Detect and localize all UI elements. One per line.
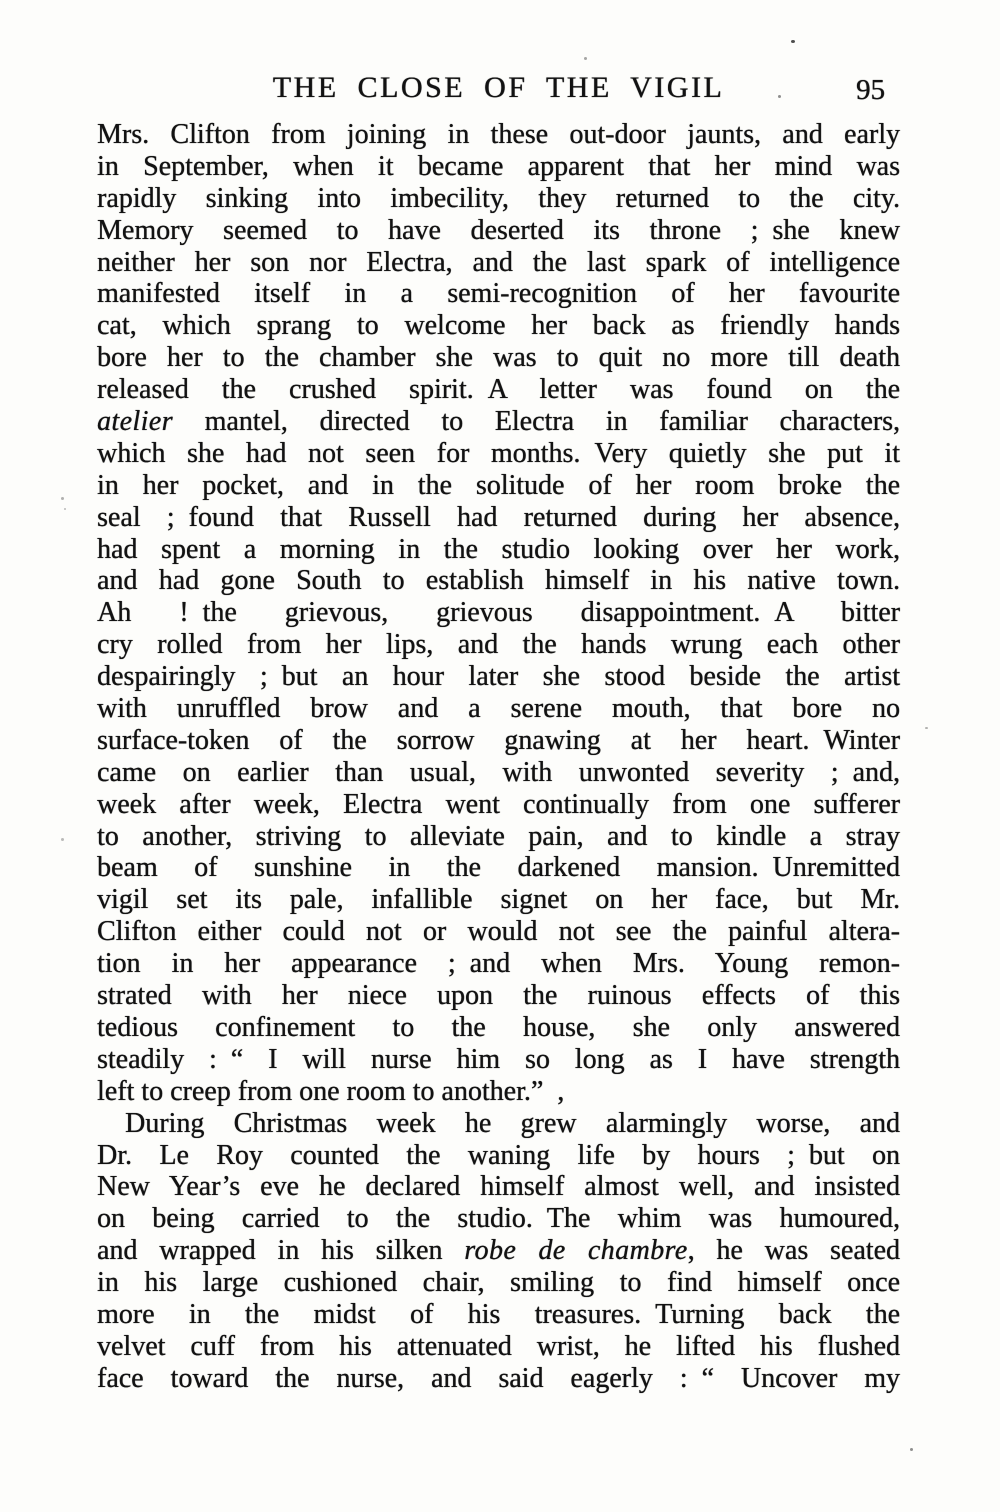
text-line <box>97 725 900 757</box>
text-run: in her pocket, and in the solitude of her room broke the <box>97 469 900 501</box>
text-line <box>97 1299 900 1331</box>
text-line <box>97 1076 900 1108</box>
text-run: , he was seated <box>687 1235 900 1267</box>
scan-speck <box>925 727 928 729</box>
text-line <box>97 119 900 151</box>
page-number: 95 <box>856 74 885 106</box>
text-run: Ah ! the grievous, grievous disappointment. A bitter <box>97 597 900 629</box>
text-line <box>97 597 900 629</box>
text-line <box>97 821 900 853</box>
text-line <box>97 534 900 566</box>
text-run: face toward the nurse, and said eagerly : “ Uncover my <box>97 1362 900 1394</box>
text-line <box>97 789 900 821</box>
text-run: on being carried to the studio. The whim was humoured, <box>97 1203 900 1235</box>
text-run: which she had not seen for months. Very quietly she put it <box>97 437 900 469</box>
text-run: beam of sunshine in the darkened mansion. Unremitted <box>97 852 900 884</box>
text-line <box>97 1012 900 1044</box>
text-line <box>97 406 900 438</box>
text-line <box>97 278 900 310</box>
text-run: had spent a morning in the studio looking over her work, <box>97 533 900 565</box>
text-run: tedious confinement to the house, she only answered <box>97 1011 900 1043</box>
text-run: surface-token of the sorrow gnawing at her heart. Winter <box>97 724 900 756</box>
text-run: came on earlier than usual, with unwonted severity ; and, <box>97 756 900 788</box>
text-line <box>97 852 900 884</box>
text-line <box>97 661 900 693</box>
text-run: more in the midst of his treasures. Turning back the <box>97 1298 900 1330</box>
text-run: strated with her niece upon the ruinous effects of this <box>97 980 900 1012</box>
text-line <box>97 342 900 374</box>
text-run: released the crushed spirit. A letter was found on the <box>97 374 900 406</box>
text-line <box>97 183 900 215</box>
text-run: manifested itself in a semi-recognition of her favourite <box>97 278 900 310</box>
text-line <box>97 884 900 916</box>
scan-speck <box>61 497 64 500</box>
text-run: During Christmas week he grew alarmingly worse, and <box>125 1107 900 1139</box>
scan-speck <box>61 838 64 841</box>
text-run: seal ; found that Russell had returned during her absence, <box>97 501 900 533</box>
text-line <box>97 247 900 279</box>
text-line <box>97 438 900 470</box>
text-run: week after week, Electra went continually from one sufferer <box>97 788 900 820</box>
text-run: and wrapped in his silken <box>97 1235 465 1267</box>
text-line <box>97 310 900 342</box>
text-run: tion in her appearance ; and when Mrs. Young remon- <box>97 948 900 980</box>
text-run: with unruffled brow and a serene mouth, that bore no <box>97 693 900 725</box>
text-run: Mrs. Clifton from joining in these out-door jaunts, and early <box>97 119 900 150</box>
italic-phrase: robe de chambre <box>464 1235 688 1267</box>
text-line <box>97 980 900 1012</box>
text-line <box>97 470 900 502</box>
scan-speck <box>910 1448 913 1451</box>
text-line <box>97 1108 900 1140</box>
text-run: mantel, directed to Electra in familiar characters, <box>172 406 900 438</box>
text-line <box>97 1363 900 1395</box>
scan-speck <box>64 508 66 510</box>
text-run: in his large cushioned chair, smiling to find himself once <box>97 1267 900 1299</box>
text-line <box>97 502 900 534</box>
italic-phrase: atelier <box>97 406 173 438</box>
text-line <box>97 693 900 725</box>
running-head-title: THE CLOSE OF THE VIGIL <box>272 71 725 104</box>
text-run: steadily : “ I will nurse him so long as I have strength <box>97 1043 900 1075</box>
text-line <box>97 916 900 948</box>
text-line <box>97 1171 900 1203</box>
text-block <box>97 119 900 1395</box>
text-line <box>97 1331 900 1363</box>
text-line <box>97 1140 900 1172</box>
text-run: cat, which sprang to welcome her back as friendly hands <box>97 310 900 342</box>
text-run: bore her to the chamber she was to quit no more till death <box>97 342 900 374</box>
text-line <box>97 1044 900 1076</box>
text-run: rapidly sinking into imbecility, they returned to the city. <box>97 182 900 214</box>
text-run: Memory seemed to have deserted its throne ; she knew <box>97 214 900 246</box>
text-run: cry rolled from her lips, and the hands wrung each other <box>97 629 900 661</box>
text-line <box>97 565 900 597</box>
text-run: neither her son nor Electra, and the last spark of intelligence <box>97 246 900 278</box>
text-run: Dr. Le Roy counted the waning life by hours ; but on <box>97 1139 900 1171</box>
text-line <box>97 948 900 980</box>
text-line <box>97 215 900 247</box>
text-run: in September, when it became apparent that her mind was <box>97 150 900 182</box>
text-run: New Year’s eve he declared himself almost well, and insisted <box>97 1171 900 1203</box>
text-line <box>97 151 900 183</box>
text-run: despairingly ; but an hour later she stood beside the artist <box>97 661 900 693</box>
scan-speck <box>778 95 781 98</box>
text-line <box>97 1267 900 1299</box>
text-line <box>97 629 900 661</box>
text-run: vigil set its pale, infallible signet on her face, but Mr. <box>97 884 900 916</box>
text-line <box>97 1235 900 1267</box>
text-run: and had gone South to establish himself in his native town. <box>97 565 900 597</box>
text-run: velvet cuff from his attenuated wrist, he lifted his flushed <box>97 1330 900 1362</box>
text-run: Clifton either could not or would not see the painful altera- <box>97 916 900 948</box>
text-line <box>97 1203 900 1235</box>
text-run: to another, striving to alleviate pain, and to kindle a stray <box>97 820 900 852</box>
text-line <box>97 757 900 789</box>
text-line <box>97 374 900 406</box>
scan-speck <box>791 40 795 43</box>
scan-speck <box>584 57 587 60</box>
text-run: left to creep from one room to another.” , <box>97 1075 565 1107</box>
